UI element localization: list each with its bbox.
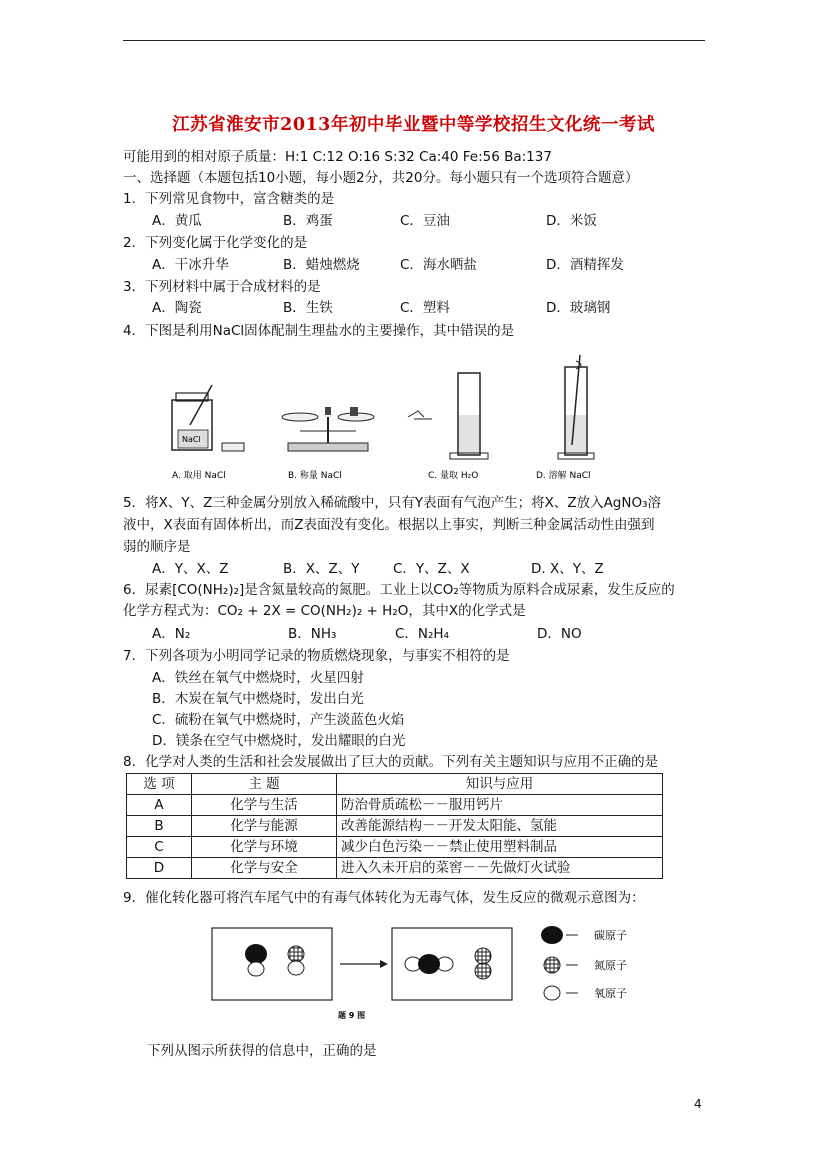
- table-cell: 防治骨质疏松－－服用钙片: [337, 795, 663, 816]
- q7-option-b: B．木炭在氧气中燃烧时，发出白光: [152, 691, 364, 707]
- q4-caption-d: D. 溶解 NaCl: [536, 471, 591, 481]
- table-cell: 化学与安全: [192, 858, 337, 879]
- q6-option-a: A．N₂: [152, 626, 191, 642]
- dissolve-cylinder-illustration: [558, 355, 594, 459]
- table-cell: 改善能源结构－－开发太阳能、氢能: [337, 816, 663, 837]
- table-row: [127, 837, 663, 858]
- q1-option-d: D．米饭: [546, 213, 597, 229]
- q6-option-d: D．NO: [537, 626, 582, 642]
- q1-option-b: B．鸡蛋: [283, 213, 333, 229]
- q2-option-c: C．海水晒盐: [400, 257, 477, 273]
- q7-option-a: A．铁丝在氧气中燃烧时，火星四射: [152, 670, 364, 686]
- q7-option-d: D．镁条在空气中燃烧时，发出耀眼的白光: [152, 733, 406, 749]
- header-knowledge: 知识与应用: [337, 774, 663, 795]
- table-cell: A: [127, 795, 192, 816]
- nacl-jar-illustration: [172, 385, 244, 451]
- legend-oxygen: 氧原子: [594, 987, 627, 1000]
- q1-option-c: C．豆油: [400, 213, 450, 229]
- q2-option-a: A．干冰升华: [152, 257, 229, 273]
- table-cell: 化学与生活: [192, 795, 337, 816]
- q7-stem: 7．下列各项为小明同学记录的物质燃烧现象，与事实不相符的是: [123, 648, 510, 664]
- table-row: [127, 858, 663, 879]
- q1-option-a: A．黄瓜: [152, 213, 202, 229]
- q9-stem: 9．催化转化器可将汽车尾气中的有毒气体转化为无毒气体，发生反应的微观示意图为：: [123, 890, 645, 906]
- table-cell: 化学与环境: [192, 837, 337, 858]
- table-row: [127, 795, 663, 816]
- q7-option-c: C．硫粉在氧气中燃烧时，产生淡蓝色火焰: [152, 712, 405, 728]
- q6-option-b: B．NH₃: [288, 626, 337, 642]
- q4-caption-a: A. 取用 NaCl: [172, 471, 226, 481]
- q5-option-a: A．Y、X、Z: [152, 561, 229, 577]
- q9-reaction-diagram: [200, 918, 660, 1022]
- atomic-masses: 可能用到的相对原子质量：H:1 C:12 O:16 S:32 Ca:40 Fe:56 Ba:137: [123, 149, 552, 165]
- q4-figure: [160, 345, 630, 485]
- q6-option-c: C．N₂H₄: [395, 626, 449, 642]
- q6-line-2: 化学方程式为：CO₂ + 2X = CO(NH₂)₂ + H₂O，其中X的化学式是: [123, 603, 526, 619]
- q9-follow-up: 下列从图示所获得的信息中，正确的是: [147, 1043, 377, 1059]
- q3-option-c: C．塑料: [400, 300, 450, 316]
- q3-option-d: D．玻璃钢: [546, 300, 611, 316]
- q4-stem: 4．下图是利用NaCl固体配制生理盐水的主要操作，其中错误的是: [123, 323, 515, 339]
- q8-stem: 8．化学对人类的生活和社会发展做出了巨大的贡献。下列有关主题知识与应用不正确的是: [123, 754, 659, 770]
- q5-line-2: 液中，X表面有固体析出，而Z表面没有变化。根据以上事实，判断三种金属活动性由强到: [123, 517, 655, 533]
- q2-option-b: B．蜡烛燃烧: [283, 257, 360, 273]
- q5-option-c: C．Y、Z、X: [393, 561, 470, 577]
- header-topic: 主 题: [192, 774, 337, 795]
- table-header-row: [127, 774, 663, 795]
- page-number: 4: [694, 1097, 702, 1111]
- q5-line-3: 弱的顺序是: [123, 539, 191, 555]
- q4-caption-c: C. 量取 H₂O: [428, 471, 479, 481]
- table-cell: 减少白色污染－－禁止使用塑料制品: [337, 837, 663, 858]
- jar-label: NaCl: [182, 435, 201, 444]
- q3-option-b: B．生铁: [283, 300, 333, 316]
- exam-title: 江苏省淮安市2013年初中毕业暨中等学校招生文化统一考试: [172, 115, 655, 135]
- table-cell: D: [127, 858, 192, 879]
- table-cell: C: [127, 837, 192, 858]
- q2-stem: 2．下列变化属于化学变化的是: [123, 235, 308, 251]
- table-cell: B: [127, 816, 192, 837]
- graduated-cylinder-illustration: [408, 373, 488, 459]
- legend-carbon: 碳原子: [594, 929, 627, 942]
- header-rule: [123, 40, 705, 41]
- q3-stem: 3．下列材料中属于合成材料的是: [123, 279, 321, 295]
- q6-line-1: 6．尿素[CO(NH₂)₂]是含氮量较高的氮肥。工业上以CO₂等物质为原料合成尿素，发生反应的: [123, 582, 675, 598]
- q5-option-b: B．X、Z、Y: [283, 561, 360, 577]
- q4-caption-b: B. 称量 NaCl: [288, 471, 342, 481]
- q8-table: [126, 773, 663, 879]
- q5-option-d: D. X、Y、Z: [531, 561, 604, 577]
- q9-caption: 题 9 图: [338, 1011, 366, 1020]
- table-cell: 化学与能源: [192, 816, 337, 837]
- header-option: 选 项: [127, 774, 192, 795]
- q3-option-a: A．陶瓷: [152, 300, 202, 316]
- section-heading: 一、选择题（本题包括10小题，每小题2分，共20分。每小题只有一个选项符合题意）: [123, 170, 639, 186]
- q5-line-1: 5．将X、Y、Z三种金属分别放入稀硫酸中，只有Y表面有气泡产生；将X、Z放入AgNO₃溶: [123, 495, 662, 511]
- table-row: [127, 816, 663, 837]
- legend-nitrogen: 氮原子: [594, 959, 627, 972]
- table-cell: 进入久未开启的菜窖－－先做灯火试验: [337, 858, 663, 879]
- balance-illustration: [282, 407, 374, 451]
- q2-option-d: D．酒精挥发: [546, 257, 624, 273]
- q1-stem: 1．下列常见食物中，富含糖类的是: [123, 191, 335, 207]
